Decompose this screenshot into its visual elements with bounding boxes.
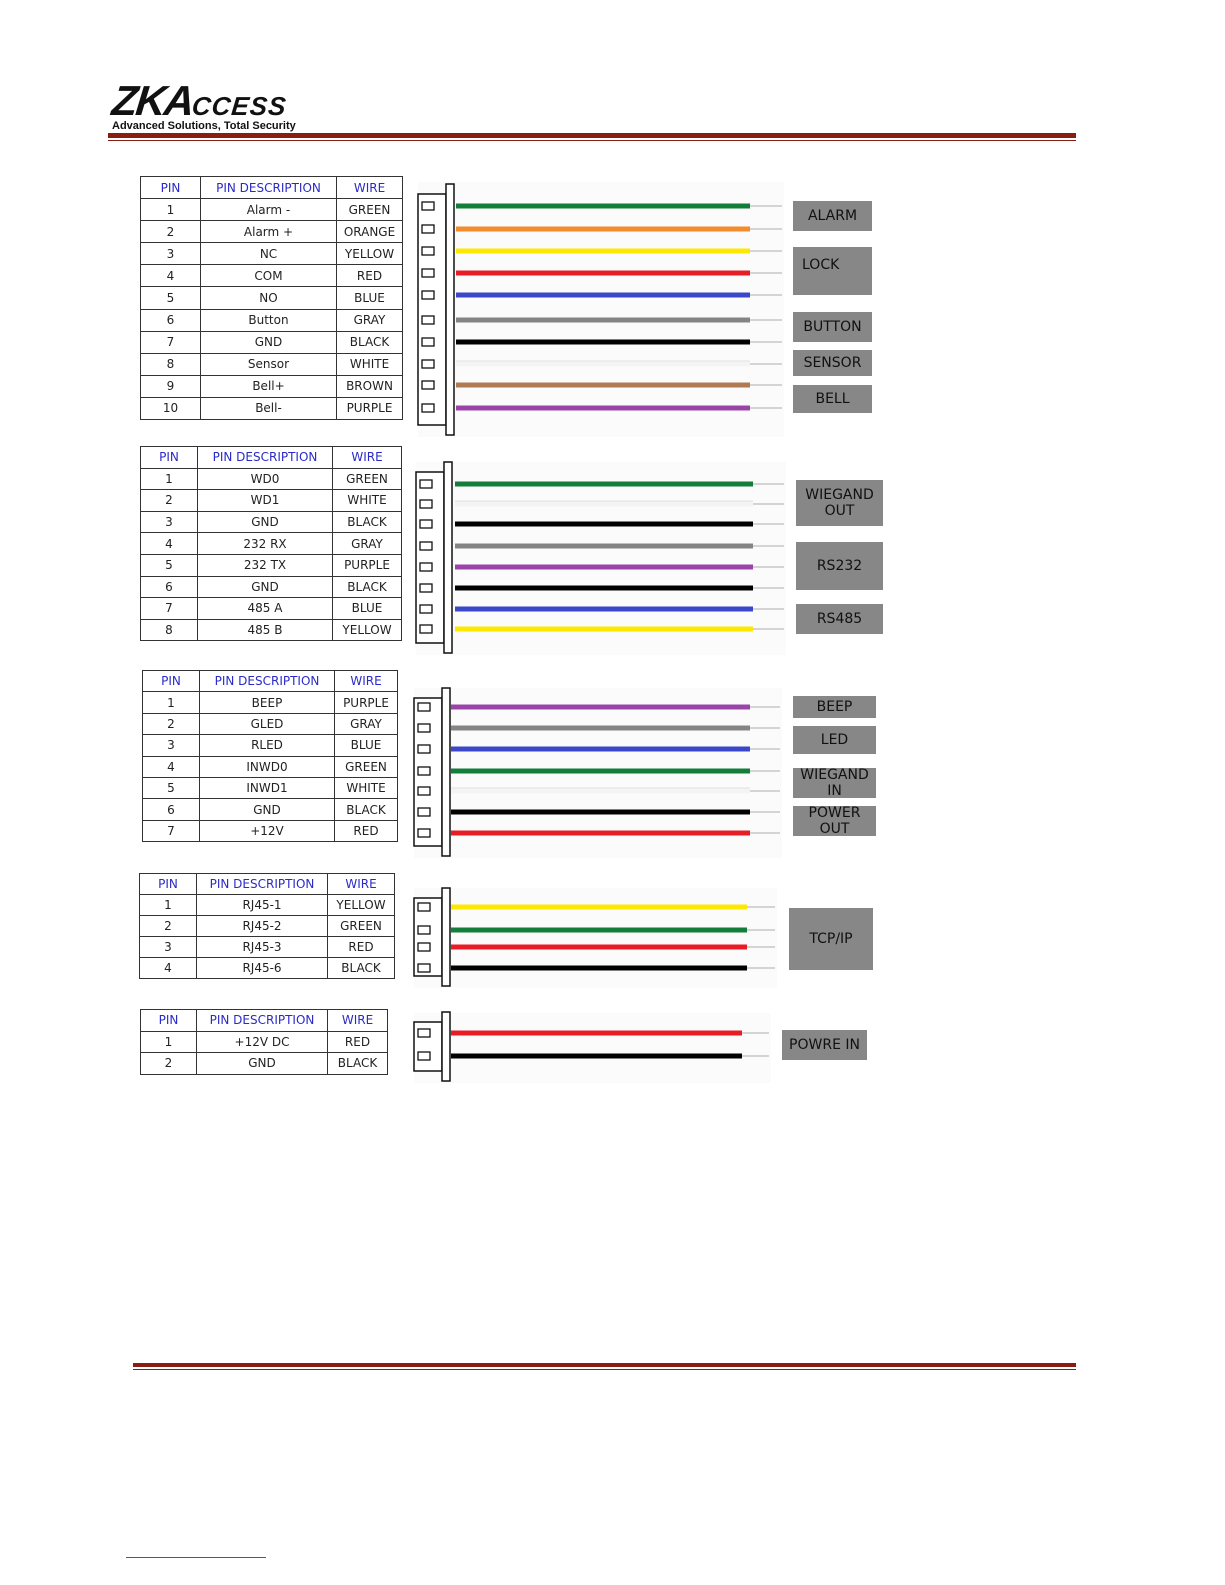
diagram-background bbox=[414, 888, 777, 988]
table-row bbox=[143, 820, 398, 841]
header-rule-thin bbox=[108, 140, 1076, 141]
table-row bbox=[141, 554, 402, 576]
zkaccess-logo bbox=[109, 77, 322, 136]
pin-description: INWD1 bbox=[200, 777, 335, 798]
table-row bbox=[141, 490, 402, 512]
pin-number: 5 bbox=[143, 777, 200, 798]
pin-description: BEEP bbox=[200, 692, 335, 713]
pin-description: GLED bbox=[200, 713, 335, 734]
connector-pin bbox=[420, 563, 432, 571]
logo-tagline: Advanced Solutions, Total Security bbox=[112, 120, 296, 132]
label-alarm: ALARM bbox=[793, 201, 872, 231]
connector-pin bbox=[422, 291, 434, 299]
header-pin: PIN bbox=[141, 447, 198, 469]
table-row bbox=[141, 353, 403, 375]
connector-pin bbox=[418, 767, 430, 775]
label-bell: BELL bbox=[793, 385, 872, 413]
table-row bbox=[140, 916, 395, 937]
pin-number: 4 bbox=[141, 533, 198, 555]
wire-color: RED bbox=[335, 820, 398, 841]
label-sensor: SENSOR bbox=[793, 350, 872, 376]
pin-number: 4 bbox=[141, 265, 201, 287]
pin-description: Alarm + bbox=[201, 221, 337, 243]
wire-diagram-power-in bbox=[412, 1011, 773, 1085]
wire-svg bbox=[412, 886, 779, 990]
pin-number: 1 bbox=[143, 692, 200, 713]
wire-color: GRAY bbox=[335, 713, 398, 734]
wire-color: GREEN bbox=[337, 199, 403, 221]
pin-description: NC bbox=[201, 243, 337, 265]
connector-pin bbox=[418, 829, 430, 837]
label-wiegand-in: WIEGAND IN bbox=[793, 768, 876, 798]
pin-table-wiegand-in bbox=[142, 670, 398, 842]
connector-pin bbox=[422, 225, 434, 233]
header-pin: PIN bbox=[140, 874, 197, 895]
wire-color: BLUE bbox=[335, 735, 398, 756]
pin-description: +12V DC bbox=[197, 1031, 328, 1053]
pin-description: 485 B bbox=[198, 619, 333, 641]
wire-color: WHITE bbox=[337, 353, 403, 375]
pin-description: Bell- bbox=[201, 397, 337, 419]
connector-pin bbox=[418, 1029, 430, 1037]
connector-flange bbox=[442, 688, 450, 856]
pin-description: RJ45-1 bbox=[197, 895, 328, 916]
pin-description: GND bbox=[198, 511, 333, 533]
wire-color: GREEN bbox=[335, 756, 398, 777]
pin-number: 8 bbox=[141, 353, 201, 375]
header-wire: WIRE bbox=[333, 447, 402, 469]
pin-number: 4 bbox=[140, 958, 197, 979]
connector-flange bbox=[442, 888, 450, 986]
table-row bbox=[141, 468, 402, 490]
header-pin: PIN bbox=[143, 671, 200, 692]
pin-description: GND bbox=[201, 331, 337, 353]
pin-number: 5 bbox=[141, 554, 198, 576]
pin-description: GND bbox=[200, 799, 335, 820]
pin-description: +12V bbox=[200, 820, 335, 841]
header-rule bbox=[108, 133, 1076, 138]
wire-color: WHITE bbox=[333, 490, 402, 512]
wire-color: GREEN bbox=[328, 916, 395, 937]
wire-svg bbox=[412, 1011, 773, 1085]
label-lock: LOCK bbox=[793, 247, 872, 295]
pin-table-wiegand-out bbox=[140, 446, 402, 641]
table-row bbox=[140, 895, 395, 916]
pin-number: 3 bbox=[141, 511, 198, 533]
table-row bbox=[141, 511, 402, 533]
table-row bbox=[141, 265, 403, 287]
footer-rule bbox=[133, 1363, 1076, 1367]
pin-number: 9 bbox=[141, 375, 201, 397]
wire-color: YELLOW bbox=[337, 243, 403, 265]
connector-flange bbox=[446, 184, 454, 435]
pin-number: 5 bbox=[141, 287, 201, 309]
pin-description: COM bbox=[201, 265, 337, 287]
pin-number: 3 bbox=[141, 243, 201, 265]
table-row bbox=[141, 331, 403, 353]
pin-number: 2 bbox=[141, 221, 201, 243]
wire-color: YELLOW bbox=[333, 619, 402, 641]
pin-number: 10 bbox=[141, 397, 201, 419]
connector-flange bbox=[442, 1012, 450, 1081]
pin-description: Bell+ bbox=[201, 375, 337, 397]
table-header-row bbox=[141, 447, 402, 469]
wire-color: YELLOW bbox=[328, 895, 395, 916]
pin-description: WD1 bbox=[198, 490, 333, 512]
wire-color: GRAY bbox=[333, 533, 402, 555]
diagram-background bbox=[418, 182, 784, 437]
connector-pin bbox=[418, 724, 430, 732]
pin-description: Sensor bbox=[201, 353, 337, 375]
wire-color: BLUE bbox=[337, 287, 403, 309]
wire-color: BLACK bbox=[335, 799, 398, 820]
header-pin-description: PIN DESCRIPTION bbox=[200, 671, 335, 692]
pin-number: 4 bbox=[143, 756, 200, 777]
table-row bbox=[141, 619, 402, 641]
table-row bbox=[140, 958, 395, 979]
pin-description: RJ45-3 bbox=[197, 937, 328, 958]
pin-number: 2 bbox=[141, 1053, 197, 1075]
wire-color: WHITE bbox=[335, 777, 398, 798]
connector-pin bbox=[418, 926, 430, 934]
wire-diagram-wiegand-out bbox=[414, 460, 788, 657]
table-row bbox=[141, 397, 403, 419]
table-row bbox=[141, 199, 403, 221]
label-beep: BEEP bbox=[793, 696, 876, 718]
header-pin-description: PIN DESCRIPTION bbox=[197, 1010, 328, 1032]
pin-number: 1 bbox=[140, 895, 197, 916]
wire-color: PURPLE bbox=[337, 397, 403, 419]
label-power-out: POWER OUT bbox=[793, 806, 876, 836]
pin-description: WD0 bbox=[198, 468, 333, 490]
table-row bbox=[143, 713, 398, 734]
wire-diagram-alarm-lock bbox=[416, 180, 786, 439]
pin-number: 7 bbox=[141, 598, 198, 620]
diagram-background bbox=[414, 1013, 771, 1083]
header-wire: WIRE bbox=[337, 177, 403, 199]
wire-color: BLACK bbox=[328, 1053, 388, 1075]
connector-pin bbox=[422, 338, 434, 346]
wire-color: GRAY bbox=[337, 309, 403, 331]
header-pin: PIN bbox=[141, 177, 201, 199]
connector-pin bbox=[418, 745, 430, 753]
table-row bbox=[141, 243, 403, 265]
connector-pin bbox=[420, 584, 432, 592]
pin-description: 232 TX bbox=[198, 554, 333, 576]
pin-description: GND bbox=[198, 576, 333, 598]
pin-number: 2 bbox=[140, 916, 197, 937]
wire-color: RED bbox=[328, 937, 395, 958]
diagram-background bbox=[416, 462, 786, 655]
wire-color: PURPLE bbox=[335, 692, 398, 713]
table-row bbox=[143, 799, 398, 820]
header-wire: WIRE bbox=[328, 1010, 388, 1032]
pin-number: 3 bbox=[143, 735, 200, 756]
connector-pin bbox=[422, 381, 434, 389]
pin-table-tcpip bbox=[139, 873, 395, 979]
pin-number: 1 bbox=[141, 1031, 197, 1053]
table-row bbox=[141, 1053, 388, 1075]
table-row bbox=[141, 576, 402, 598]
table-row bbox=[141, 598, 402, 620]
table-row bbox=[140, 937, 395, 958]
wire-color: BLACK bbox=[337, 331, 403, 353]
label-power-in: POWRE IN bbox=[782, 1030, 867, 1060]
header-pin-description: PIN DESCRIPTION bbox=[198, 447, 333, 469]
pin-table-power-in bbox=[140, 1009, 388, 1075]
wire-diagram-wiegand-in bbox=[412, 686, 784, 860]
wire-svg bbox=[412, 686, 784, 860]
connector-pin bbox=[420, 542, 432, 550]
table-row bbox=[143, 735, 398, 756]
pin-number: 6 bbox=[143, 799, 200, 820]
wire-color: RED bbox=[328, 1031, 388, 1053]
connector-pin bbox=[418, 903, 430, 911]
table-row bbox=[141, 375, 403, 397]
wire-color: RED bbox=[337, 265, 403, 287]
pin-number: 1 bbox=[141, 199, 201, 221]
pin-description: RJ45-2 bbox=[197, 916, 328, 937]
pin-number: 6 bbox=[141, 576, 198, 598]
table-header-row bbox=[141, 177, 403, 199]
wire-color: BLACK bbox=[328, 958, 395, 979]
connector-housing bbox=[416, 472, 444, 643]
connector-flange bbox=[444, 462, 452, 653]
wire-color: BROWN bbox=[337, 375, 403, 397]
pin-number: 7 bbox=[141, 331, 201, 353]
header-wire: WIRE bbox=[335, 671, 398, 692]
pin-number: 1 bbox=[141, 468, 198, 490]
header-pin-description: PIN DESCRIPTION bbox=[201, 177, 337, 199]
connector-pin bbox=[422, 316, 434, 324]
wire-color: PURPLE bbox=[333, 554, 402, 576]
wire-diagram-tcpip bbox=[412, 886, 779, 990]
connector-pin bbox=[418, 787, 430, 795]
pin-description: Button bbox=[201, 309, 337, 331]
pin-number: 2 bbox=[141, 490, 198, 512]
connector-pin bbox=[420, 480, 432, 488]
pin-description: INWD0 bbox=[200, 756, 335, 777]
table-header-row bbox=[143, 671, 398, 692]
wire-color: BLUE bbox=[333, 598, 402, 620]
label-button: BUTTON bbox=[793, 312, 872, 342]
connector-pin bbox=[420, 605, 432, 613]
footer-rule-thin bbox=[133, 1369, 1076, 1370]
header-pin-description: PIN DESCRIPTION bbox=[197, 874, 328, 895]
connector-pin bbox=[422, 247, 434, 255]
table-row bbox=[141, 287, 403, 309]
header-pin: PIN bbox=[141, 1010, 197, 1032]
table-row bbox=[143, 756, 398, 777]
connector-pin bbox=[422, 202, 434, 210]
table-row bbox=[143, 692, 398, 713]
table-row bbox=[141, 309, 403, 331]
pin-number: 6 bbox=[141, 309, 201, 331]
label-led: LED bbox=[793, 726, 876, 754]
connector-pin bbox=[420, 500, 432, 508]
table-header-row bbox=[140, 874, 395, 895]
connector-pin bbox=[418, 1052, 430, 1060]
table-row bbox=[141, 533, 402, 555]
wire-color: GREEN bbox=[333, 468, 402, 490]
table-row bbox=[141, 221, 403, 243]
pin-number: 2 bbox=[143, 713, 200, 734]
logo-wordmark: ZKACCESS bbox=[109, 77, 289, 124]
label-wiegand-out: WIEGAND OUT bbox=[796, 480, 883, 526]
label-tcpip: TCP/IP bbox=[789, 908, 873, 970]
pin-description: RJ45-6 bbox=[197, 958, 328, 979]
connector-pin bbox=[418, 943, 430, 951]
wire-svg bbox=[416, 180, 786, 439]
pin-description: NO bbox=[201, 287, 337, 309]
header-wire: WIRE bbox=[328, 874, 395, 895]
pin-table-alarm-lock bbox=[140, 176, 403, 420]
label-rs485: RS485 bbox=[796, 604, 883, 634]
pin-description: RLED bbox=[200, 735, 335, 756]
connector-pin bbox=[418, 808, 430, 816]
footer-link-underline bbox=[126, 1557, 266, 1558]
wire-color: ORANGE bbox=[337, 221, 403, 243]
table-row bbox=[141, 1031, 388, 1053]
connector-pin bbox=[418, 703, 430, 711]
pin-description: 485 A bbox=[198, 598, 333, 620]
pin-description: 232 RX bbox=[198, 533, 333, 555]
pin-number: 7 bbox=[143, 820, 200, 841]
connector-pin bbox=[418, 964, 430, 972]
connector-pin bbox=[422, 404, 434, 412]
connector-pin bbox=[420, 520, 432, 528]
wire-color: BLACK bbox=[333, 511, 402, 533]
pin-description: Alarm - bbox=[201, 199, 337, 221]
table-row bbox=[143, 777, 398, 798]
connector-pin bbox=[422, 269, 434, 277]
pin-number: 3 bbox=[140, 937, 197, 958]
pin-description: GND bbox=[197, 1053, 328, 1075]
wire-svg bbox=[414, 460, 788, 657]
connector-pin bbox=[420, 625, 432, 633]
pin-number: 8 bbox=[141, 619, 198, 641]
label-rs232: RS232 bbox=[796, 542, 883, 590]
connector-pin bbox=[422, 360, 434, 368]
table-header-row bbox=[141, 1010, 388, 1032]
wire-color: BLACK bbox=[333, 576, 402, 598]
